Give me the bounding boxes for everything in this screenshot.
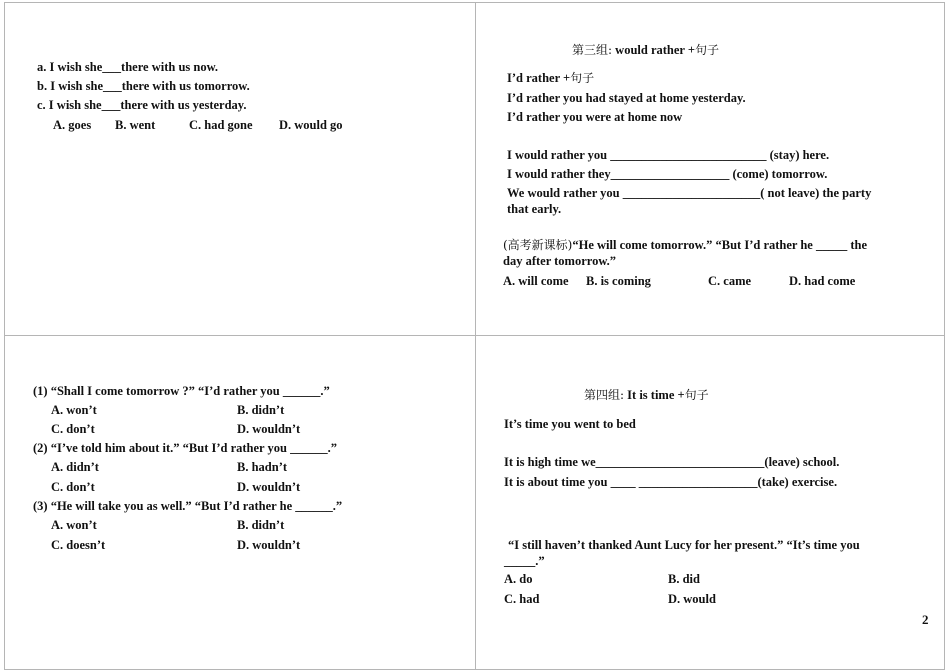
panel-bottom-left	[4, 335, 476, 670]
group3-exam-text: “He will come tomorrow.” “But I’d rather he _____ the	[572, 238, 868, 252]
group4-title-en: It is time +	[627, 388, 685, 402]
group3-title-en: would rather +	[615, 43, 695, 57]
q1-option-a: A. won’t	[51, 403, 97, 417]
group3-option-b: B. is coming	[586, 274, 651, 288]
panel-bottom-right	[475, 335, 945, 670]
group4-title-cn2: 句子	[684, 388, 709, 402]
group4-option-b: B. did	[668, 572, 700, 586]
option-c: C. had gone	[189, 118, 253, 132]
question-2: (2) “I’ve told him about it.” “But I’d rather you ______.”	[33, 441, 337, 455]
group3-exam-source: (高考新课标)	[503, 238, 573, 252]
q3-option-d: D. wouldn’t	[237, 538, 301, 552]
group3-fill-3a: We would rather you ______________________( not leave) the party	[507, 186, 872, 200]
q1-option-c: C. don’t	[51, 422, 95, 436]
group4-example-1: It’s time you went to bed	[504, 417, 636, 431]
group4-option-c: C. had	[504, 592, 540, 606]
option-a: A. goes	[53, 118, 92, 132]
q3-option-b: B. didn’t	[237, 518, 285, 532]
page-number: 2	[922, 612, 929, 627]
group4-question: “I still haven’t thanked Aunt Lucy for her present.” “It’s time you	[508, 538, 860, 552]
question-line-c: c. I wish she___there with us yesterday.	[37, 98, 247, 112]
q2-option-b: B. hadn’t	[237, 460, 288, 474]
q2-option-a: A. didn’t	[51, 460, 99, 474]
group3-exam-question	[503, 238, 867, 253]
group4-option-d: D. would	[668, 592, 716, 606]
group3-fill-1: I would rather you _________________________ (stay) here.	[507, 148, 830, 162]
question-1: (1) “Shall I come tomorrow ?” “I’d rather you ______.”	[33, 384, 330, 398]
group3-title-cn: 第三组:	[572, 43, 613, 57]
option-d: D. would go	[279, 118, 343, 132]
group3-title-cn2: 句子	[694, 43, 719, 57]
group4-question-2: _____.”	[504, 554, 545, 568]
group3-option-a: A. will come	[503, 274, 569, 288]
option-b: B. went	[115, 118, 156, 132]
panel-top-left	[4, 2, 476, 336]
q3-option-a: A. won’t	[51, 518, 97, 532]
q1-option-d: D. wouldn’t	[237, 422, 301, 436]
q1-option-b: B. didn’t	[237, 403, 285, 417]
question-line-b: b. I wish she___there with us tomorrow.	[37, 79, 250, 93]
group4-fill-1: It is high time we___________________________(leave) school.	[504, 455, 840, 469]
group3-option-d: D. had come	[789, 274, 856, 288]
group3-rule-cn: 句子	[570, 71, 595, 85]
question-3: (3) “He will take you as well.” “But I’d rather he ______.”	[33, 499, 343, 513]
group3-exam-question-2: day after tomorrow.”	[503, 254, 617, 268]
group4-option-a: A. do	[504, 572, 533, 586]
panel-top-right	[475, 2, 945, 336]
group3-title	[572, 43, 719, 58]
group3-rule	[507, 71, 594, 86]
group3-fill-3b: that early.	[507, 202, 562, 216]
group4-fill-2: It is about time you ____ ___________________(take) exercise.	[504, 475, 838, 489]
group3-rule-en: I’d rather +	[507, 71, 571, 85]
q2-option-d: D. wouldn’t	[237, 480, 301, 494]
group4-title	[584, 388, 709, 403]
question-line-a: a. I wish she___there with us now.	[37, 60, 219, 74]
group3-fill-2: I would rather they___________________ (come) tomorrow.	[507, 167, 828, 181]
group3-option-c: C. came	[708, 274, 752, 288]
q3-option-c: C. doesn’t	[51, 538, 106, 552]
group4-title-cn: 第四组:	[584, 388, 625, 402]
group3-example-2: I’d rather you were at home now	[507, 110, 683, 124]
q2-option-c: C. don’t	[51, 480, 95, 494]
group3-example-1: I’d rather you had stayed at home yesterday.	[507, 91, 746, 105]
